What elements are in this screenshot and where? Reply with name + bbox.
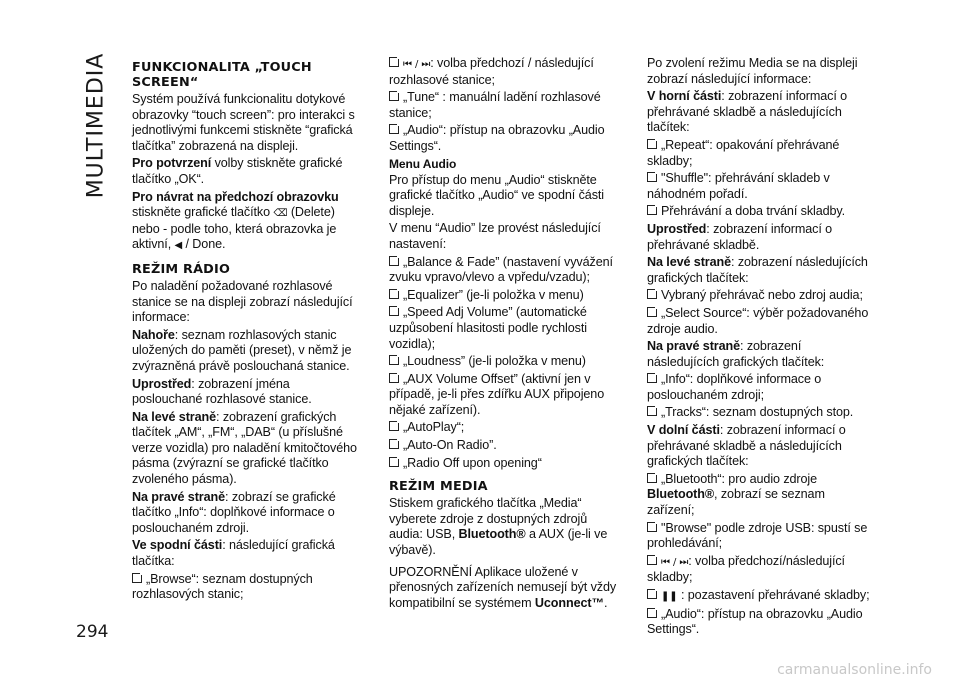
paragraph [389, 496, 617, 558]
bullet-icon [647, 555, 657, 565]
body-text: volby stiskněte grafické tlačítko „OK“. [132, 156, 343, 186]
column-3 [647, 56, 875, 640]
bullet-icon [647, 172, 657, 182]
list-item-text: : pozastavení přehrávané skladby; [677, 588, 870, 602]
list-item [389, 123, 617, 154]
list-item [647, 554, 875, 586]
list-item [647, 588, 875, 605]
paragraph [132, 490, 360, 537]
paragraph: Po zvolení režimu Media se na displeji zobrazí následující informace: [647, 56, 858, 86]
body-text: : následující grafická tlačítka: [132, 538, 335, 569]
list-item [647, 405, 875, 421]
list-item-text: „Bluetooth“: pro audio zdroje [661, 471, 818, 486]
list-item [647, 288, 875, 304]
lead-text: Na pravé straně [647, 339, 741, 354]
list-item-text: „Repeat“: opakování přehrávané skladby; [647, 137, 840, 168]
list-item-text: „Audio“: přístup na obrazovku „Audio Settings“. [389, 123, 605, 153]
bullet-icon [647, 205, 657, 215]
bullet-icon [647, 406, 657, 416]
list-item [647, 171, 875, 202]
list-item [647, 204, 875, 220]
paragraph [132, 328, 360, 375]
body-text: : zobrazení informací o přehrávané skladbě a následujících tlačítek: [647, 89, 848, 135]
bullet-icon [389, 457, 399, 467]
list-item-text: „Auto-On Radio”. [403, 438, 497, 453]
paragraph [389, 565, 617, 612]
bullet-icon [647, 473, 657, 483]
list-item [389, 420, 617, 436]
paragraph [647, 89, 875, 136]
bullet-icon [389, 256, 399, 266]
body-text: Stiskem grafického tlačítka „Media“ vyberete zdroje z dostupných zdrojů audia: USB, [389, 496, 588, 542]
list-item-text: Přehrávání a doba trvání skladby. [661, 204, 846, 219]
page-number: 294 [76, 622, 109, 642]
paragraph [132, 377, 360, 408]
delete-icon: ⌫ [273, 208, 288, 220]
body-text: (Delete) nebo - podle toho, která obrazovka je aktivní, [132, 205, 337, 252]
bullet-icon [389, 439, 399, 449]
bold-text: Bluetooth® [458, 527, 526, 542]
paragraph: Systém používá funkcionalitu dotykové obrazovky “touch screen”: pro interakci s jednotlivými funkcemi stiskněte “grafická tlačítka” zobrazená na displeji. [132, 92, 355, 153]
heading-touch-screen: FUNKCIONALITA „TOUCH SCREEN“ [132, 60, 312, 90]
bold-text: Uconnect™ [534, 595, 604, 610]
body-text: : zobrazení následujících grafických tlačítek: [647, 339, 825, 369]
list-item [389, 305, 617, 352]
list-item [389, 372, 617, 419]
bullet-icon [389, 91, 399, 101]
paragraph [132, 410, 360, 488]
paragraph: V menu “Audio” lze provést následující nastavení: [389, 221, 601, 251]
list-item-text: „Tracks“: seznam dostupných stop. [661, 405, 854, 420]
list-item [647, 521, 875, 552]
list-item-text: „Equalizer” (je-li položka v menu) [403, 287, 584, 302]
list-item-text: Vybraný přehrávač nebo zdroj audia; [661, 288, 863, 303]
list-item [647, 472, 875, 519]
body-text: : zobrazení informací o přehrávané skladbě a následujících grafických tlačítek: [647, 423, 846, 469]
body-text: : zobrazí se grafické tlačítko „Info“: doplňkové informace o poslouchaném zdroji. [132, 489, 336, 535]
list-item [389, 354, 617, 370]
list-item-text: „Info“: doplňkové informace o poslouchaném zdroji; [647, 372, 822, 402]
bullet-icon [389, 289, 399, 299]
paragraph [647, 339, 875, 370]
watermark: carmanualsonline.info [777, 662, 932, 678]
list-item [132, 572, 360, 603]
section-title [76, 50, 116, 200]
list-item [647, 372, 875, 403]
list-item-text: „Balance & Fade” (nastavení vyvážení zvuku vpravo/vlevo a vpředu/vzadu); [389, 254, 613, 285]
paragraph [647, 222, 875, 253]
paragraph [132, 538, 360, 569]
lead-text: Uprostřed [132, 376, 192, 391]
body-text: . [603, 595, 608, 610]
heading-radio-mode: REŽIM RÁDIO [132, 261, 231, 277]
list-item [389, 56, 617, 88]
lead-text: V dolní části [647, 423, 720, 438]
prev-next-icon: ⏮ / ⏭ [661, 556, 689, 568]
list-item [647, 607, 875, 638]
column-1 [132, 56, 360, 605]
bullet-icon [647, 522, 657, 532]
paragraph [132, 156, 360, 187]
paragraph [132, 190, 360, 254]
list-item [647, 306, 875, 337]
list-item-text: : volba předchozí/následující skladby; [647, 553, 845, 585]
list-item-text: "Browse" podle zdroje USB: spustí se prohledávání; [647, 520, 868, 551]
lead-text: Nahoře [132, 327, 175, 342]
body-text: : zobrazení jména poslouchané rozhlasové stanice. [132, 376, 312, 407]
lead-text: Uprostřed [647, 221, 707, 236]
list-item [389, 438, 617, 454]
paragraph [647, 423, 875, 470]
lead-text: Pro potvrzení [132, 156, 212, 171]
bullet-icon [647, 289, 657, 299]
list-item-text: „AUX Volume Offset” (aktivní jen v případě, je-li přes zdířku AUX připojeno nějaké zařízení). [389, 371, 605, 417]
prev-next-icon: ⏮ / ⏭ [403, 59, 431, 70]
list-item [389, 90, 617, 121]
body-text: : zobrazení informací o přehrávané skladbě. [647, 221, 833, 252]
pause-icon: ❚❚ [661, 591, 678, 602]
list-item-text: „Speed Adj Volume” (automatické uzpůsobení hlasitosti podle rychlosti vozidla); [389, 305, 587, 351]
list-item-text: "Shuffle": přehrávání skladeb v náhodném pořadí. [647, 171, 830, 201]
list-item-text: : volba předchozí / následující rozhlasové stanice; [389, 56, 594, 87]
back-arrow-icon: ◀ [174, 240, 183, 252]
bullet-icon [389, 57, 399, 67]
bullet-icon [389, 306, 399, 316]
body-text: UPOZORNĚNÍ Aplikace uložené v přenosných zařízeních nemusejí být vždy kompatibilní se systémem [389, 564, 617, 610]
body-text: / Done. [182, 237, 226, 252]
list-item-text: „Radio Off upon opening“ [403, 455, 542, 470]
body-text: : zobrazení grafických tlačítek „AM“, „FM“, „DAB“ (u příslušné verze vozidla) pro naladění kmitočtového pásma (zvýrazní se grafické tlačítko zvoleného pásma). [132, 409, 357, 487]
bullet-icon [389, 355, 399, 365]
lead-text: Pro návrat na předchozí obrazovku [132, 189, 339, 204]
list-item [389, 456, 617, 472]
bullet-icon [389, 373, 399, 383]
body-text: : seznam rozhlasových stanic uložených do paměti (preset), v němž je zvýrazněná právě poslouchaná stanice. [132, 327, 352, 373]
body-text: : zobrazení následujících grafických tlačítek: [647, 255, 868, 285]
lead-text: V horní části [647, 89, 722, 104]
lead-text: Na levé straně [132, 409, 217, 424]
paragraph: Po naladění požadované rozhlasové stanice se na displeji zobrazí následující informace: [132, 278, 353, 325]
bullet-icon [389, 421, 399, 431]
lead-text: Na levé straně [647, 255, 732, 270]
list-item-text: „Select Source“: výběr požadovaného zdroje audio. [647, 305, 869, 336]
paragraph [647, 255, 875, 286]
body-text: stiskněte grafické tlačítko [132, 205, 274, 220]
list-item [389, 255, 617, 286]
list-item-text: , zobrazí se seznam zařízení; [647, 487, 825, 518]
body-text: a AUX (je-li ve výbavě). [389, 527, 608, 558]
bullet-icon [647, 589, 657, 599]
bold-text: Bluetooth® [647, 487, 715, 502]
bullet-icon [647, 139, 657, 149]
heading-media-mode: REŽIM MEDIA [389, 479, 488, 495]
lead-text: Na pravé straně [132, 489, 226, 504]
list-item [389, 288, 617, 304]
list-item-text: „Browse“: seznam dostupných rozhlasových stanic; [132, 571, 313, 602]
list-item-text: „Audio“: přístup na obrazovku „Audio Settings“. [647, 606, 863, 637]
column-2 [389, 56, 617, 613]
bullet-icon [647, 373, 657, 383]
bullet-icon [647, 608, 657, 618]
heading-menu-audio: Menu Audio [389, 156, 457, 171]
section-title-text: MULTIMEDIA [83, 52, 109, 198]
bullet-icon [132, 573, 142, 583]
paragraph: Pro přístup do menu „Audio“ stiskněte grafické tlačítko „Audio“ ve spodní části displeje. [389, 172, 604, 218]
list-item-text: „Loudness” (je-li položka v menu) [403, 354, 586, 369]
list-item-text: „Tune“ : manuální ladění rozhlasové stanice; [389, 90, 601, 120]
list-item [647, 138, 875, 169]
list-item-text: „AutoPlay“; [403, 420, 465, 435]
bullet-icon [647, 307, 657, 317]
lead-text: Ve spodní části [132, 538, 223, 553]
bullet-icon [389, 124, 399, 134]
